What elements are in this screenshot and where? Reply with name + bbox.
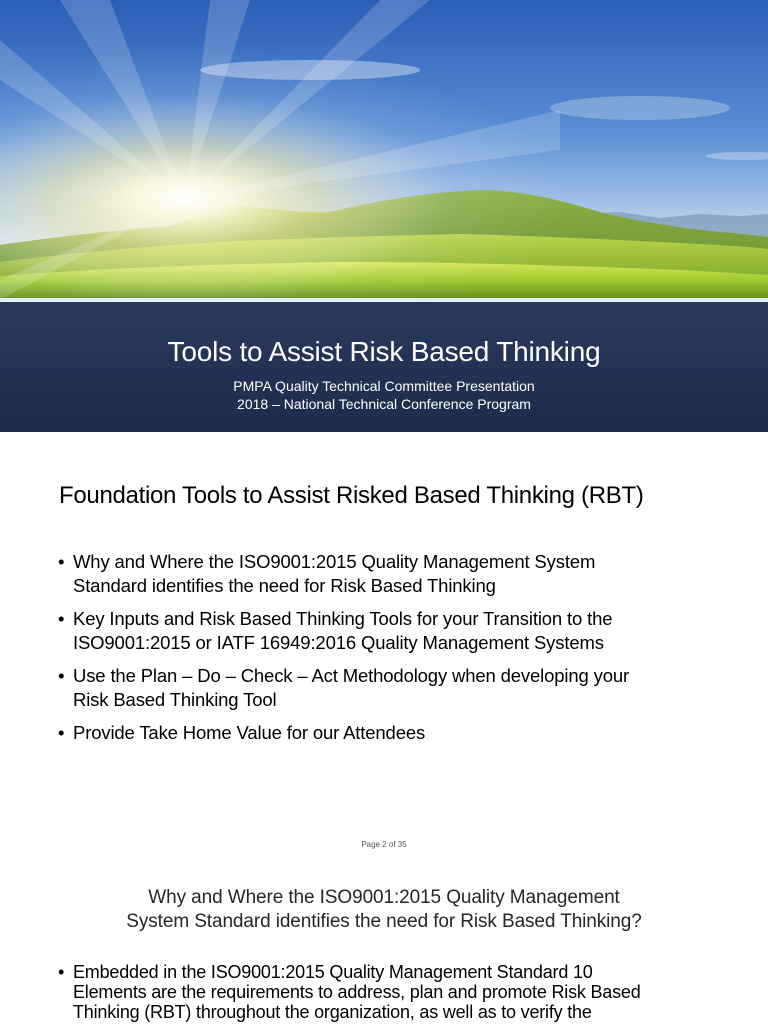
slide-heading: [0, 886, 768, 934]
bullet-text: Elements are the requirements to address, plan and promote Risk Based: [73, 982, 641, 1002]
bullet-item: [58, 962, 763, 1022]
bullet-text: Thinking (RBT) throughout the organization, as well as to verify the: [73, 1002, 592, 1022]
bullet-text: Why and Where the ISO9001:2015 Quality Management System: [73, 551, 596, 572]
heading-line: Why and Where the ISO9001:2015 Quality Management: [148, 887, 620, 908]
title-band: [0, 302, 768, 432]
page-indicator: Page 2 of 35: [361, 840, 407, 849]
bullet-text: Provide Take Home Value for our Attendees: [73, 722, 426, 743]
bullet-icon: •: [58, 962, 65, 982]
bullet-item: [58, 607, 738, 655]
presentation-title: Tools to Assist Risk Based Thinking: [167, 336, 601, 367]
presentation-subtitle-2: 2018 – National Technical Conference Program: [237, 396, 531, 412]
title-slide: [0, 0, 768, 432]
heading-line: System Standard identifies the need for Risk Based Thinking?: [126, 911, 642, 932]
bullet-icon: •: [58, 608, 65, 629]
bullet-icon: •: [58, 722, 65, 743]
bullet-text: Key Inputs and Risk Based Thinking Tools for your Transition to the: [73, 608, 613, 629]
bullet-text: Standard identifies the need for Risk Based Thinking: [73, 575, 496, 596]
presentation-subtitle-1: PMPA Quality Technical Committee Presentation: [233, 378, 535, 394]
foundation-tools-slide: [0, 432, 768, 862]
bullet-text: Risk Based Thinking Tool: [73, 689, 277, 710]
hero-landscape-image: [0, 0, 768, 300]
bullet-item: [58, 550, 738, 598]
slide-heading: Foundation Tools to Assist Risked Based Thinking (RBT): [59, 482, 644, 509]
bullet-item: [58, 721, 738, 745]
bullet-list: [58, 550, 738, 754]
bullet-item: [58, 664, 738, 712]
bullet-text: Embedded in the ISO9001:2015 Quality Management Standard 10: [73, 962, 593, 982]
bullet-text: ISO9001:2015 or IATF 16949:2016 Quality Management Systems: [73, 632, 604, 653]
bullet-icon: •: [58, 665, 65, 686]
bullet-text: Use the Plan – Do – Check – Act Methodology when developing your: [73, 665, 630, 686]
bullet-icon: •: [58, 551, 65, 572]
why-and-where-slide: [0, 870, 768, 1024]
